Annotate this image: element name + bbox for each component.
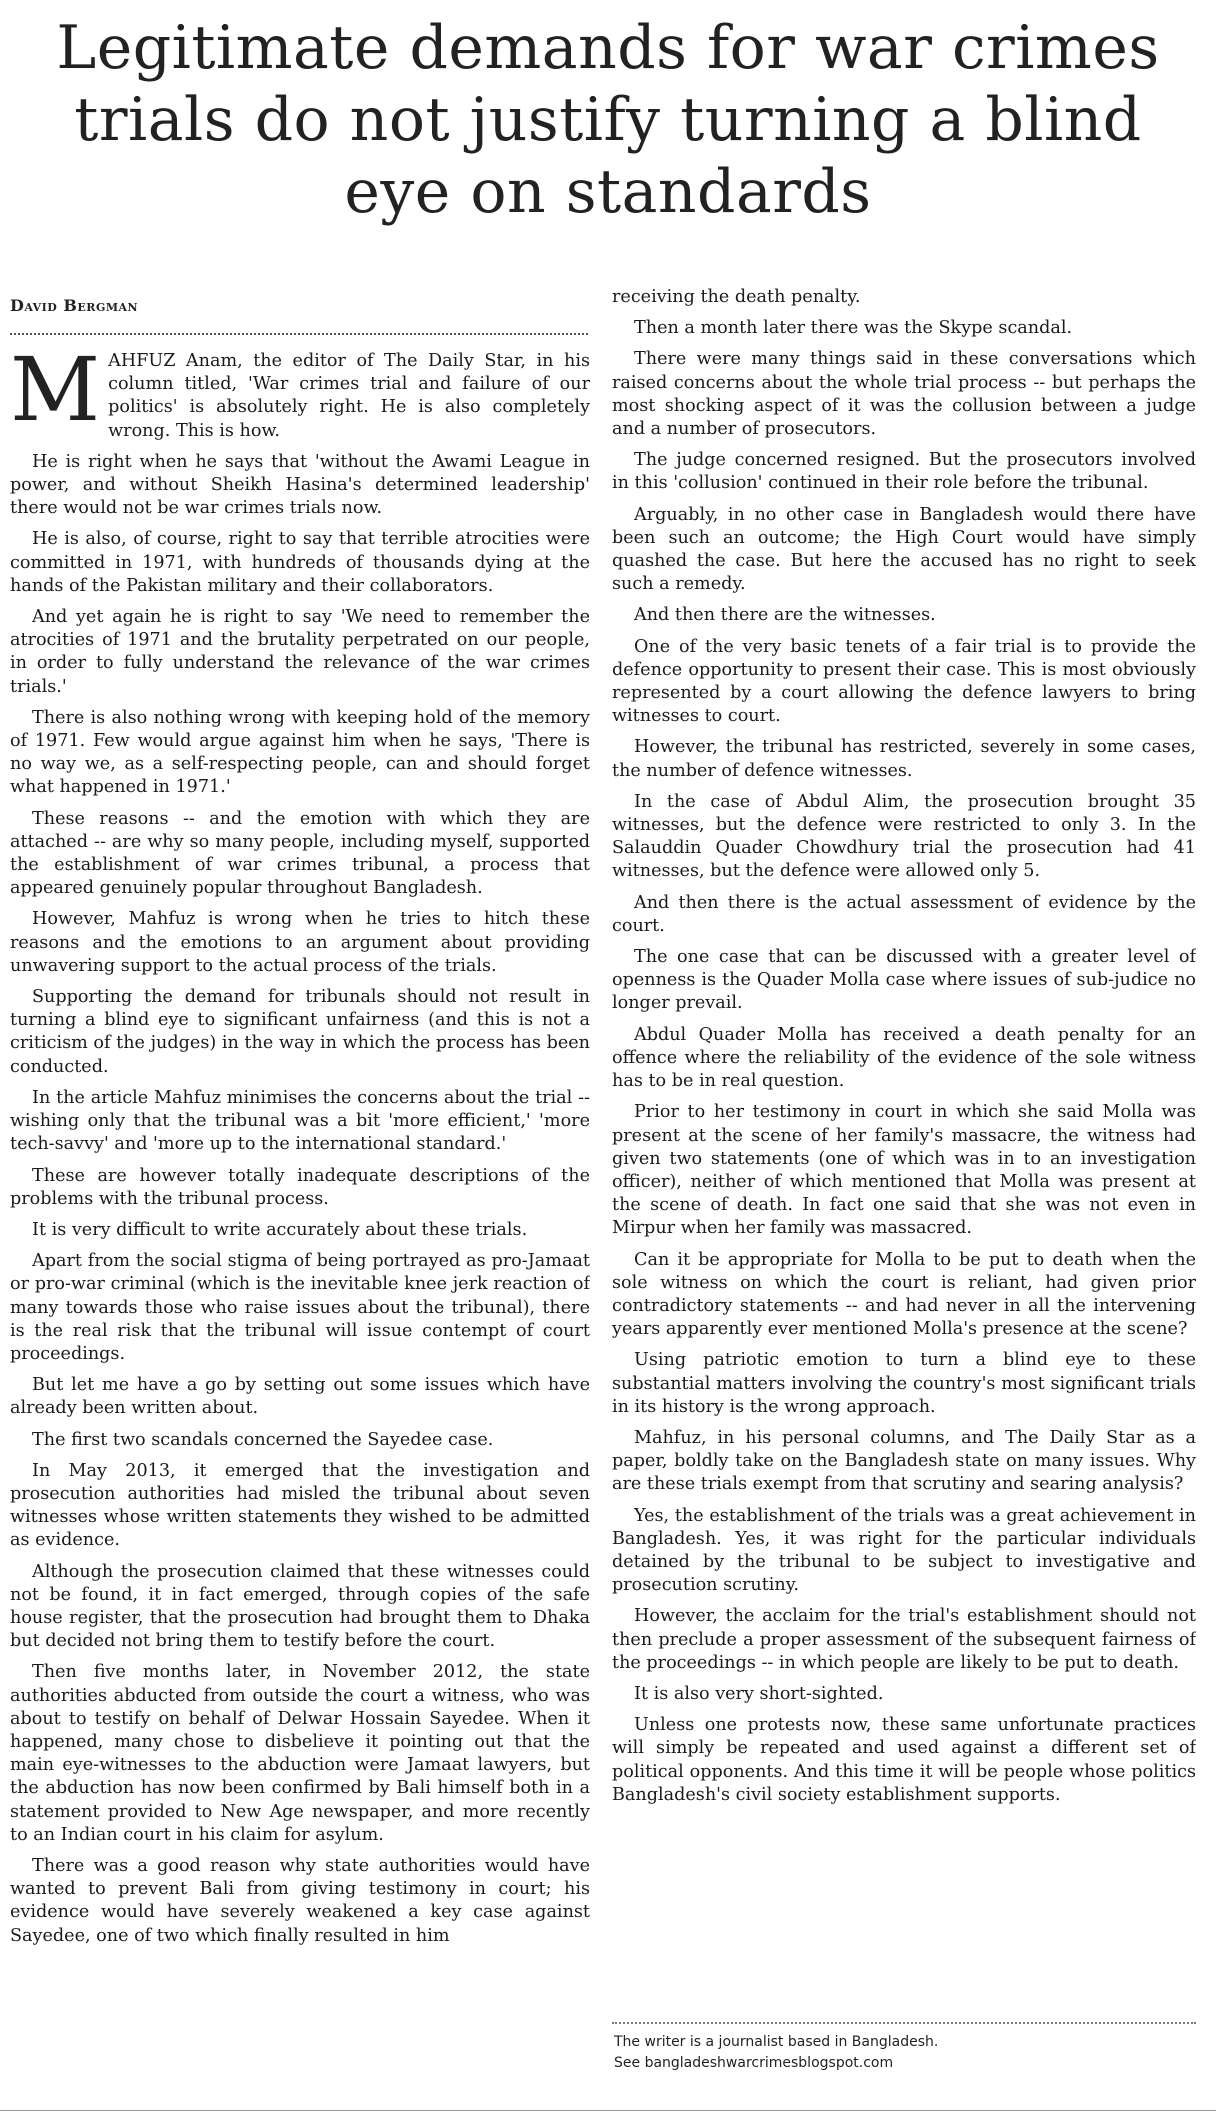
paragraph: It is also very short-sighted. xyxy=(634,1683,884,1704)
paragraph: In May 2013, it emerged that the investigation and prosecution authorities had misled the tribunal about seven witnesses whose written statements they wished to be admitted as evidence. xyxy=(10,1460,590,1551)
paragraph: Using patriotic emotion to turn a blind eye to these substantial matters involving the country's most significant trials in its history is the wrong approach. xyxy=(612,1350,1196,1417)
paragraph: Yes, the establishment of the trials was a great achievement in Bangladesh. Yes, it was right for the particular individuals detained by the tribunal to be subject to investigative and prosecution scrutiny. xyxy=(612,1505,1196,1596)
paragraph: Mahfuz, in his personal columns, and The Daily Star as a paper, boldly take on the Bangladesh state on many issues. Why are these trials exempt from that scrutiny and searing analysis? xyxy=(612,1427,1196,1495)
paragraph: One of the very basic tenets of a fair trial is to provide the defence opportunity to present their case. This is most obviously represented by a court allowing the defence lawyers to bring witnesses to court. xyxy=(612,636,1196,727)
paragraph: The judge concerned resigned. But the prosecutors involved in this 'collusion' continued in their role before the tribunal. xyxy=(612,450,1196,494)
article-headline: Legitimate demands for war crimes trials do not justify turning a blind eye on standards xyxy=(56,13,1160,227)
paragraph: Then five months later, in November 2012, the state authorities abducted from outside the court a witness, who was about to testify on behalf of Delwar Hossain Sayedee. When it happened, many chose to disbelieve it pointing out that the main eye-witnesses to the abduction were Jamaat lawyers, but the abduction has now been confirmed by Bali himself both in a statement provided to New Age newspaper, and more recently to an Indian court in his claim for asylum. xyxy=(10,1662,590,1845)
paragraph: He is right when he says that 'without the Awami League in power, and without Sheikh Hasina's determined leadership' there would not be war crimes trials now. xyxy=(10,451,590,519)
page-bottom-divider xyxy=(0,2110,1216,2111)
paragraph: And then there are the witnesses. xyxy=(634,605,936,626)
author-note-line: The writer is a journalist based in Bangladesh. xyxy=(614,2034,939,2050)
paragraph: Unless one protests now, these same unfortunate practices will simply be repeated and used against a different set of political opponents. And this time it will be people whose politics Bangladesh's civil society establishment supports. xyxy=(612,1715,1196,1805)
paragraph: And then there is the actual assessment of evidence by the court. xyxy=(612,892,1196,936)
paragraph: Supporting the demand for tribunals should not result in turning a blind eye to significant unfairness (and this is not a criticism of the judges) in the way in which the process has been conducted. xyxy=(10,987,590,1077)
paragraph: There was a good reason why state authorities would have wanted to prevent Bali from giving testimony in court; his evidence would have severely weakened a key case against Sayedee, one of two which finally resulted in him xyxy=(10,1855,590,1946)
paragraph: Although the prosecution claimed that these witnesses could not be found, it in fact emerged, through copies of the safe house register, that the prosecution had brought them to Dhaka but decided not bring them to testify before the court. xyxy=(10,1561,590,1652)
paragraph: In the case of Abdul Alim, the prosecution brought 35 witnesses, but the defence were restricted to only 3. In the Salauddin Quader Chowdhury trial the prosecution had 41 witnesses, but the defence were allowed only 5. xyxy=(612,791,1196,882)
author-note xyxy=(614,2032,1194,2074)
drop-cap: M xyxy=(10,350,101,441)
paragraph: Abdul Quader Molla has received a death penalty for an offence where the reliability of the evidence of the sole witness has to be in real question. xyxy=(612,1024,1196,1092)
paragraph: Arguably, in no other case in Bangladesh would there have been such an outcome; the High Court would have simply quashed the case. But here the accused has no right to seek such a remedy. xyxy=(612,504,1196,595)
paragraph: However, the tribunal has restricted, severely in some cases, the number of defence witnesses. xyxy=(612,737,1196,781)
right-column xyxy=(612,286,1196,1966)
paragraph xyxy=(10,350,590,443)
left-column xyxy=(10,350,590,2080)
footer-divider xyxy=(612,2022,1196,2024)
paragraph: Apart from the social stigma of being portrayed as pro-Jamaat or pro-war criminal (which is the inevitable knee jerk reaction of many towards those who raise issues about the tribunal), there is the real risk that the tribunal will issue contempt of court proceedings. xyxy=(10,1251,590,1364)
paragraph: The first two scandals concerned the Sayedee case. xyxy=(32,1429,494,1450)
paragraph-text: AHFUZ Anam, the editor of The Daily Star, in his column titled, 'War crimes trial and failure of our politics' is absolutely right. He is also completely wrong. This is how. xyxy=(108,351,590,441)
paragraph: These are however totally inadequate descriptions of the problems with the tribunal process. xyxy=(10,1165,590,1209)
author-note-link: See bangladeshwarcrimesblogspot.com xyxy=(614,2055,894,2071)
byline-divider xyxy=(10,333,588,335)
paragraph: The one case that can be discussed with a greater level of openness is the Quader Molla case where issues of sub-judice no longer prevail. xyxy=(612,947,1196,1014)
paragraph-continuation: receiving the death penalty. xyxy=(612,287,861,307)
paragraph: There were many things said in these conversations which raised concerns about the whole trial process -- but perhaps the most shocking aspect of it was the collusion between a judge and a number of prosecutors. xyxy=(612,349,1196,440)
paragraph: But let me have a go by setting out some issues which have already been written about. xyxy=(10,1375,590,1419)
paragraph: Prior to her testimony in court in which she said Molla was present at the scene of her family's massacre, the witness had given two statements (one of which was in to an investigation officer), neither of which mentioned that Molla was present at the scene of death. In fact one said that she was not even in Mirpur when her family was massacred. xyxy=(612,1102,1196,1239)
paragraph: However, Mahfuz is wrong when he tries to hitch these reasons and the emotions to an argument about providing unwavering support to the actual process of the trials. xyxy=(10,909,590,976)
paragraph: Then a month later there was the Skype scandal. xyxy=(634,318,1073,339)
paragraph: He is also, of course, right to say that terrible atrocities were committed in 1971, with hundreds of thousands dying at the hands of the Pakistan military and their collaborators. xyxy=(10,529,590,596)
paragraph: And yet again he is right to say 'We need to remember the atrocities of 1971 and the brutality perpetrated on our people, in order to fully understand the relevance of the war crimes trials.' xyxy=(10,607,590,697)
paragraph: It is very difficult to write accurately about these trials. xyxy=(32,1219,528,1240)
paragraph: Can it be appropriate for Molla to be put to death when the sole witness on which the court is reliant, had given prior contradictory statements -- and had never in all the intervening years apparently ever mentioned Molla's presence at the scene? xyxy=(612,1249,1196,1340)
paragraph: These reasons -- and the emotion with which they are attached -- are why so many people, including myself, supported the establishment of war crimes tribunal, a process that appeared genuinely popular throughout Bangladesh. xyxy=(10,808,590,899)
paragraph: However, the acclaim for the trial's establishment should not then preclude a proper assessment of the subsequent fairness of the proceedings -- in which people are likely to be put to death. xyxy=(612,1606,1196,1673)
byline: David Bergman xyxy=(10,296,139,315)
paragraph: In the article Mahfuz minimises the concerns about the trial -- wishing only that the tribunal was a bit 'more efficient,' 'more tech-savvy' and 'more up to the international standard.' xyxy=(10,1087,590,1155)
paragraph: There is also nothing wrong with keeping hold of the memory of 1971. Few would argue against him when he says, 'There is no way we, as a self-respecting people, can and should forget what happened in 1971.' xyxy=(10,707,590,798)
